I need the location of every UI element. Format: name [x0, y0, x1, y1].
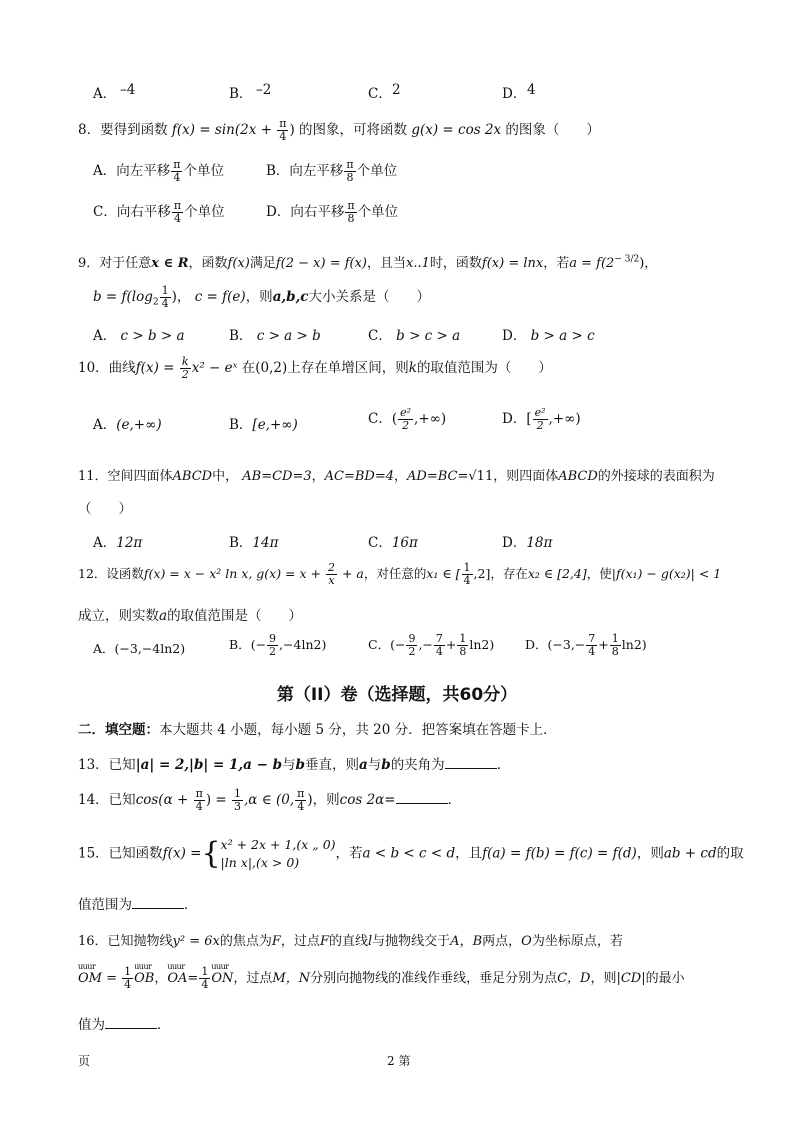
- q10-option-c: C．( $\frac{\text{e²}}{2}$ ,+∞): [368, 406, 447, 432]
- q15-answer-blank: [132, 896, 184, 909]
- q9-stem-line1: 9．对于任意x ∈ R，函数f(x)满足f(2 − x) = f(x)，且当x..1时，函数f(x) = lnx，若$a = f(2^{- 3/2})$，: [78, 254, 658, 271]
- q12-option-d: D．(−3,− $\frac{7}{4}$ + $\frac{1}{8}$ ln2): [525, 632, 647, 658]
- q14-answer-blank: [396, 791, 448, 804]
- q9-option-a: A． c > b > a: [93, 328, 185, 344]
- q9-option-c: C． b > c > a: [368, 328, 461, 344]
- q15-stem-line2: 值范围为 ．: [78, 897, 198, 913]
- q13-answer-blank: [445, 756, 497, 769]
- q8-option-a: A．向左平移 $\frac{\pi}{4}$ 个单位: [93, 158, 224, 184]
- q8-func-g: g(x) = cos 2x: [411, 122, 502, 138]
- q7-option-c-label: C．: [368, 86, 392, 102]
- q9-stem-line2: $b = f(\log_2$ $\frac{1}{4}$ )， c = f(e)，则a,b,c大小关系是（ ）: [93, 284, 430, 310]
- q11-option-c: C．16π: [368, 535, 418, 551]
- q16-stem-line1: 16．已知抛物线y² = 6x的焦点为F，过点F的直线l与抛物线交于A，B两点，O为坐标原点，若: [78, 934, 623, 949]
- q10-option-a: A．(e,+∞): [93, 417, 162, 433]
- q12-option-a: A．(−3,−4ln2): [93, 641, 186, 656]
- q8-option-b: B．向左平移 $\frac{\pi}{8}$ 个单位: [266, 158, 398, 184]
- q15-stem-line1: 15．已知函数f(x) ={ x² + 2x + 1,(x „ 0) |ln x|,(x > 0) ，若a < b < c < d，且f(a) = f(b) = f(c) = f(d)，则ab + cd的取: [78, 836, 744, 871]
- piecewise-brace: {: [201, 836, 221, 871]
- q13-stem: 13．已知|a| = 2,|b| = 1,a − b与b垂直，则a与b的夹角为 ．: [78, 757, 511, 773]
- q7-option-a-value: –4: [120, 82, 136, 98]
- piecewise-cases: x² + 2x + 1,(x „ 0) |ln x|,(x > 0): [220, 837, 336, 870]
- q12-stem-line1: 12．设函数f(x) = x − x² ln x, g(x) = x + $\frac{2}{x}$ + a，对任意的x₁ ∈ [ $\frac{1}{4}$ ,2]，存在x₂ ∈ [2,4]，使|f(x₁) − g(x₂)| < 1: [78, 561, 722, 587]
- q8-stem-mid: ) 的图象，可将函数: [289, 122, 408, 138]
- q7-option-d-label: D．: [502, 86, 527, 102]
- q8-func-f: f(x) = sin(2x +: [171, 122, 277, 138]
- q8-option-d: D．向右平移 $\frac{\pi}{8}$ 个单位: [266, 199, 399, 225]
- q11-option-a: A．12π: [93, 535, 143, 551]
- q9-option-b: B． c > a > b: [229, 328, 321, 344]
- q11-stem: 11．空间四面体ABCD中， AB=CD=3，AC=BD=4，AD=BC=√11，则四面体ABCD的外接球的表面积为: [78, 469, 715, 484]
- q8-stem-start: 8．要得到函数: [78, 122, 168, 138]
- q7-option-b-value: –2: [256, 82, 272, 98]
- q12-stem-line2: 成立，则实数a的取值范围是（ ）: [78, 608, 303, 624]
- q9-option-d: D． b > a > c: [502, 328, 595, 344]
- fill-blank-header: 二．填空题：本大题共 4 小题，每小题 5 分，共 20 分．把答案填在答题卡上．: [78, 722, 557, 738]
- q10-option-b: B．[e,+∞): [229, 417, 298, 433]
- q16-stem-line3: 值为 ．: [78, 1017, 171, 1033]
- q16-answer-blank: [105, 1016, 157, 1029]
- q11-option-d: D．18π: [502, 535, 553, 551]
- q10-option-d: D．[ $\frac{\text{e²}}{2}$ ,+∞): [502, 406, 581, 432]
- q14-stem: 14．已知cos(α + $\frac{\pi}{4}$ ) = $\frac{1}{3}$ ,α ∈ (0, $\frac{\pi}{4}$ )，则cos 2α= ．: [78, 787, 462, 813]
- q8-stem-end: 的图象（ ）: [505, 122, 600, 138]
- q12-option-b: B．(− $\frac{9}{2}$ ,−4ln2): [229, 632, 327, 658]
- q8-frac: $\frac{\pi}{4}$: [279, 117, 287, 143]
- q8-stem: [78, 118, 600, 143]
- q8-option-c: C．向右平移 $\frac{\pi}{4}$ 个单位: [93, 199, 225, 225]
- q7-option-a-label: A．: [93, 86, 117, 102]
- q7-option-c-value: 2: [392, 82, 401, 98]
- q11-option-b: B．14π: [229, 535, 279, 551]
- q7-option-b-label: B．: [229, 86, 253, 102]
- footer-left: 页: [78, 1054, 91, 1068]
- q12-option-c: C．(− $\frac{9}{2}$ ,− $\frac{7}{4}$ + $\frac{1}{8}$ ln2): [368, 632, 495, 658]
- section-title: 第（II）卷（选择题，共60分）: [276, 685, 518, 705]
- q16-stem-line2: uuur OM = $\frac{1}{4}$ uuur OB，uuur OA= $\frac{1}{4}$ uuur ON，过点M，N分别向抛物线的准线作垂线，垂足分别为点C，D，则|CD|的最小: [78, 966, 685, 991]
- footer-page-number: 2 第: [387, 1054, 411, 1068]
- q7-option-d-value: 4: [527, 82, 536, 98]
- q11-paren: （ ）: [78, 501, 132, 517]
- q10-stem: 10．曲线f(x) = $\frac{k}{2}$ x² − eˣ 在(0,2)上存在单增区间，则k的取值范围为（ ）: [78, 355, 552, 381]
